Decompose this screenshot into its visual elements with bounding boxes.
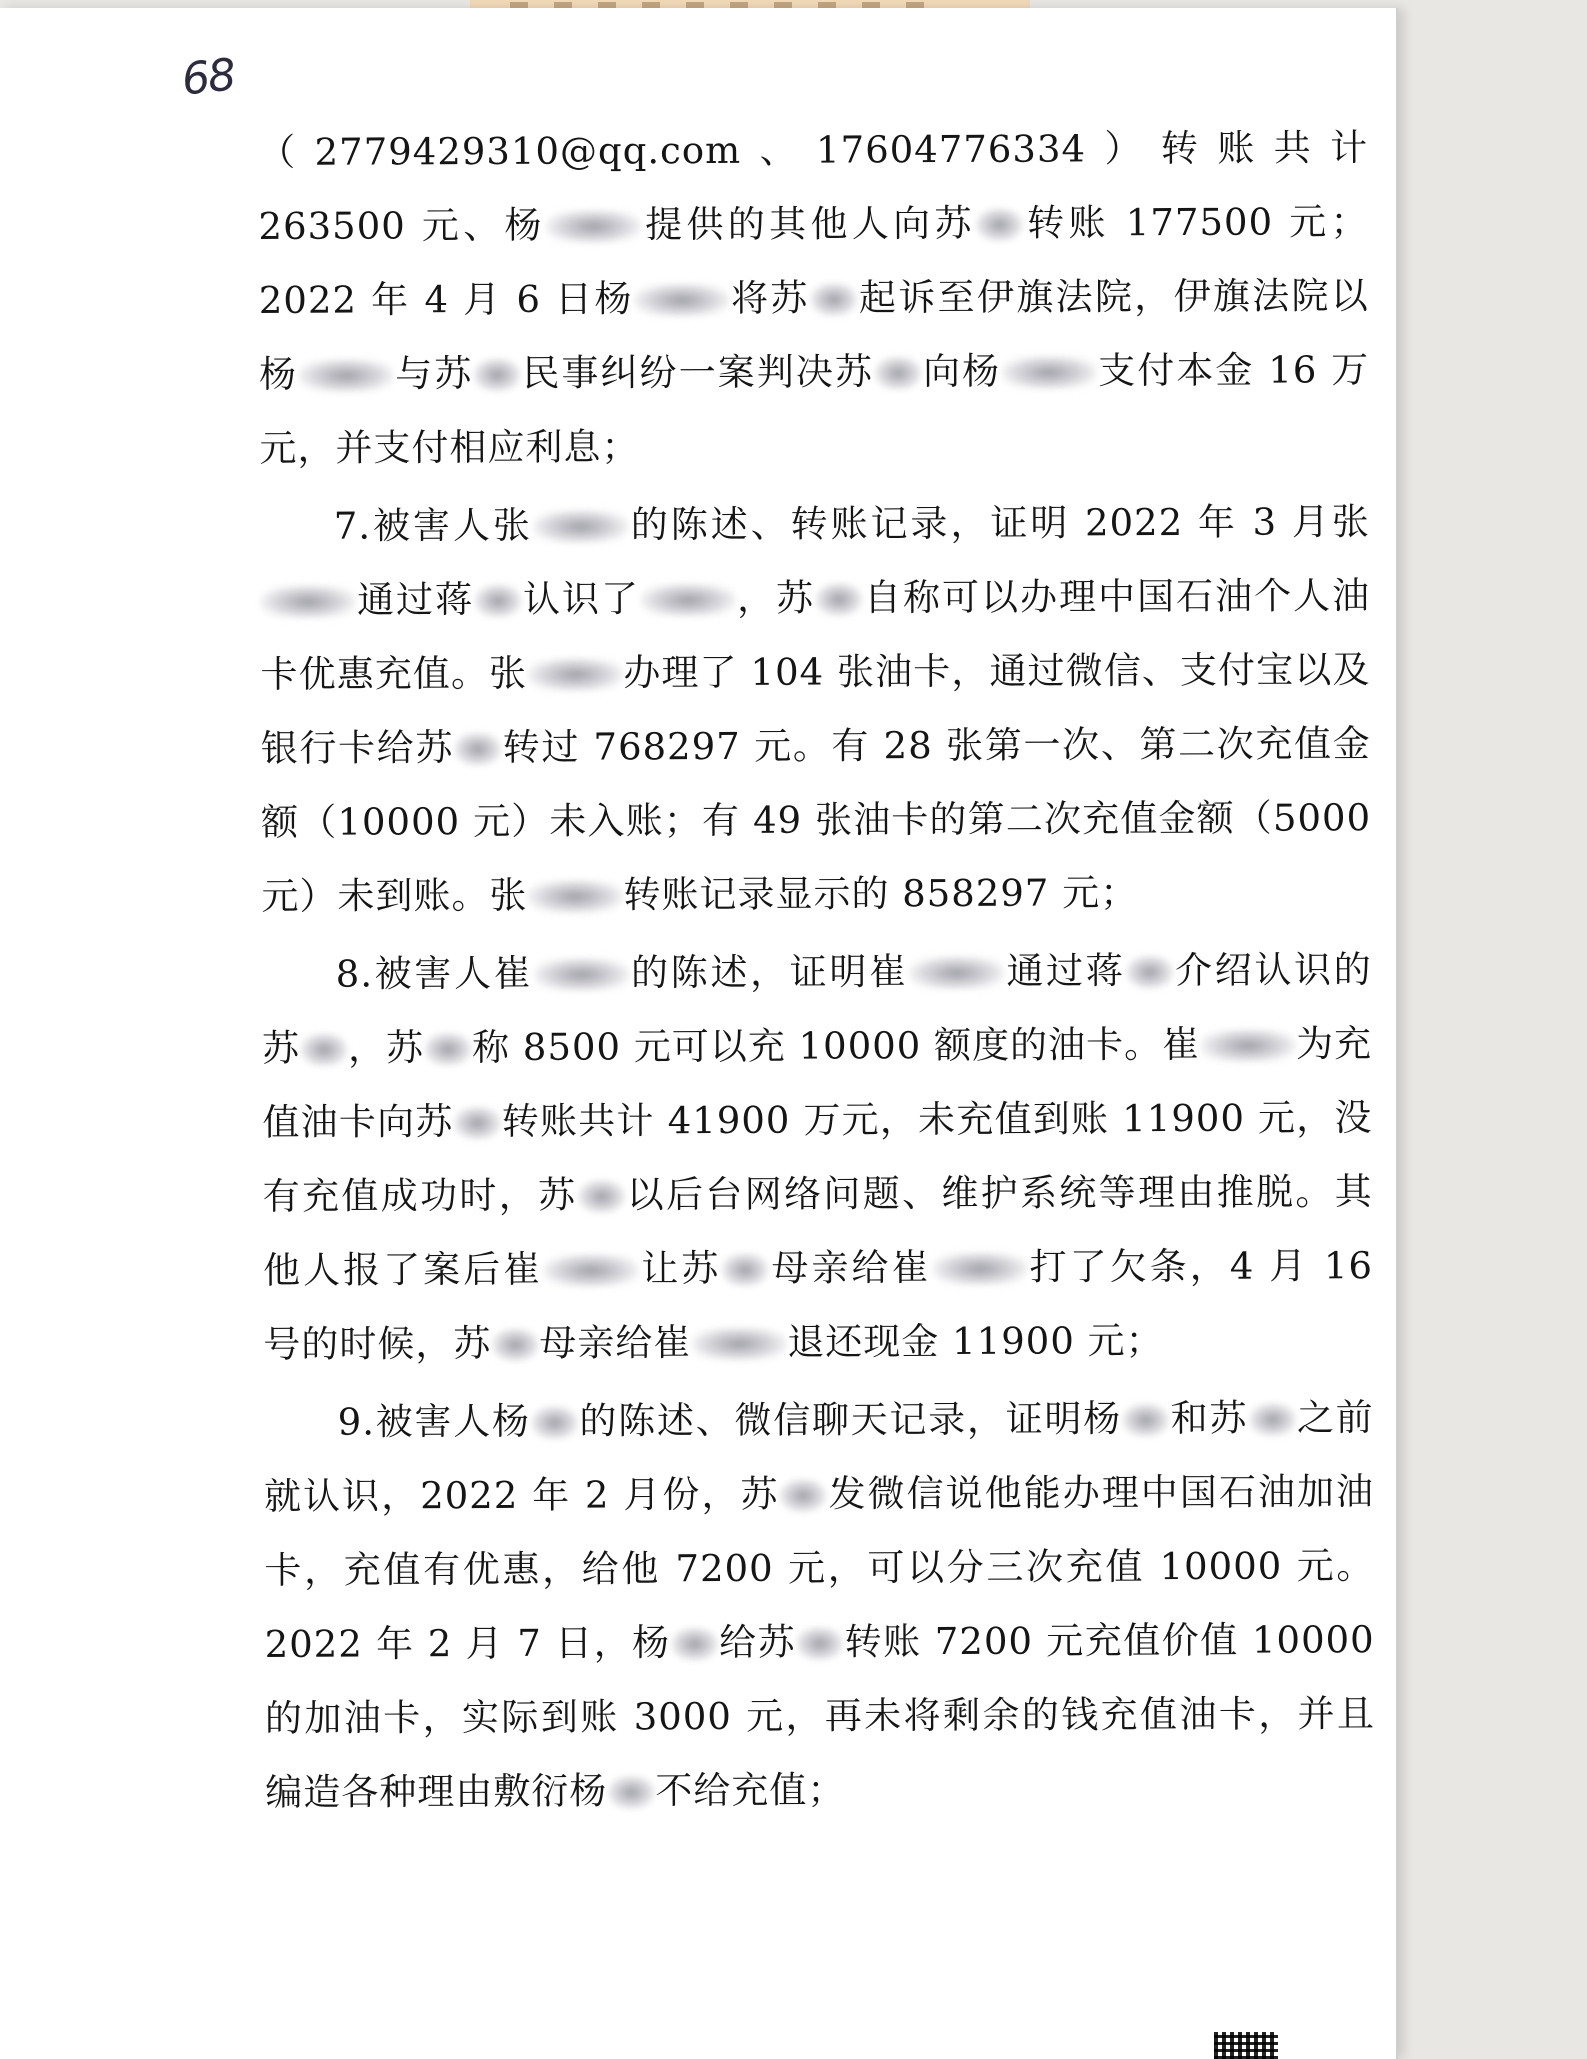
paragraph [264, 1381, 1376, 1830]
text-segment: 退还现金 11900 元； [787, 1319, 1164, 1364]
redaction-blur [577, 1179, 625, 1213]
redaction-blur [453, 1106, 501, 1140]
redaction-blur [721, 1253, 769, 1287]
text-segment: 发微信说他能办理中国石油加油卡，充值有优惠，给他 7200 元，可以分三次充值 10000 元。2022 年 2 月 7 日，杨 [264, 1470, 1375, 1666]
text-segment: 通过蒋 [356, 578, 475, 622]
qr-code-icon [1214, 2032, 1278, 2059]
text-segment: 转过 768297 元。有 28 张第一次、第二次充值金额（10000 元）未入账；有 49 张油卡的第二次充值金额（5000 元）未到账。张 [260, 722, 1372, 918]
redaction-blur [260, 585, 356, 619]
text-segment: 向杨 [921, 349, 1002, 394]
paragraph [262, 933, 1374, 1382]
redaction-blur [1001, 355, 1097, 389]
redaction-blur [640, 583, 736, 617]
paragraph [258, 111, 1370, 486]
text-segment: 7.被害人张 [333, 503, 533, 548]
redaction-blur [531, 1406, 579, 1440]
text-segment: 起诉至伊旗法院，伊旗法院以杨 [259, 274, 1369, 396]
text-segment: 9.被害人杨 [337, 1399, 531, 1444]
redaction-blur [543, 1253, 639, 1287]
text-segment: 介绍认识的苏 [261, 948, 1372, 1070]
redaction-blur [796, 1626, 844, 1660]
redaction-blur [1248, 1402, 1296, 1436]
document-body [258, 111, 1375, 1830]
text-segment: 的陈述、转账记录，证明 2022 年 3 月张 [628, 500, 1370, 547]
redaction-blur [779, 1479, 827, 1513]
text-segment: 转账 177500 元；2022 年 4 月 6 日杨 [258, 200, 1369, 322]
redaction-blur [454, 732, 502, 766]
handwritten-page-number: 68 [179, 49, 237, 106]
text-segment: 办理了 104 张油卡，通过微信、支付宝以及银行卡给苏 [260, 648, 1371, 770]
text-segment: 以后台网络问题、维护系统等理由推脱。其他人报了案后崔 [262, 1170, 1373, 1292]
text-segment: 支付本金 16 万元，并支付相应利息； [259, 348, 1370, 470]
redaction-blur [976, 208, 1024, 242]
redaction-blur [815, 582, 863, 616]
text-segment: 自称可以办理中国石油个人油卡优惠充值。张 [260, 574, 1371, 696]
text-segment: 和苏 [1169, 1396, 1249, 1441]
text-segment: 提供的其他人向苏 [641, 201, 976, 247]
redaction-blur [1122, 1403, 1170, 1437]
redaction-blur [607, 1775, 655, 1809]
redaction-blur [474, 584, 522, 618]
redaction-blur [1125, 955, 1173, 989]
text-segment: 的陈述，证明崔 [629, 950, 909, 995]
redaction-blur [691, 1327, 787, 1361]
redaction-blur [527, 879, 623, 913]
text-segment: 的陈述、微信聊天记录，证明杨 [578, 1397, 1123, 1443]
redaction-blur [671, 1627, 719, 1661]
text-segment: 转账 7200 元充值价值 10000 的加油卡，实际到账 3000 元，再未将剩余的钱充值油卡，并且编造各种理由敷衍杨 [264, 1618, 1376, 1814]
text-segment: 打了欠条，4 月 16 号的时候，苏 [263, 1244, 1374, 1366]
text-segment: 转账记录显示的 858297 元； [623, 871, 1139, 917]
text-segment: 与苏 [394, 352, 474, 396]
text-segment: 给苏 [718, 1620, 797, 1665]
text-segment: 民事纠纷一案判决苏 [521, 350, 875, 395]
text-segment: 8.被害人崔 [335, 951, 534, 996]
redaction-blur [298, 358, 394, 392]
redaction-blur [810, 282, 858, 316]
redaction-blur [634, 283, 730, 317]
redaction-blur [491, 1328, 539, 1362]
text-segment: （2779429310@qq.com、17604776334）转账共计 263500 元、杨 [258, 126, 1369, 248]
text-segment: ，苏 [347, 1026, 425, 1070]
redaction-blur [546, 209, 642, 243]
text-segment: ，苏 [736, 576, 816, 620]
text-segment: 称 8500 元可以充 10000 额度的油卡。崔 [472, 1022, 1201, 1070]
text-segment: 通过蒋 [1004, 949, 1126, 993]
text-segment: 让苏 [639, 1246, 722, 1291]
document-page [0, 8, 1398, 2059]
text-segment: 母亲给崔 [539, 1321, 692, 1365]
text-segment: 不给充值； [655, 1768, 846, 1813]
paragraph [260, 485, 1372, 934]
redaction-blur [300, 1033, 348, 1067]
redaction-blur [424, 1032, 472, 1066]
text-segment: 认识了 [522, 577, 641, 621]
text-segment: 将苏 [729, 276, 810, 320]
redaction-blur [473, 358, 521, 392]
text-segment: 之前就认识，2022 年 2 月份，苏 [263, 1396, 1374, 1518]
redaction-blur [874, 356, 922, 390]
text-segment: 为充值油卡向苏 [262, 1022, 1373, 1144]
redaction-blur [533, 509, 629, 543]
redaction-blur [909, 956, 1005, 990]
redaction-blur [932, 1252, 1028, 1286]
redaction-blur [527, 657, 623, 691]
text-segment: 母亲给崔 [769, 1246, 932, 1290]
text-segment: 转账共计 41900 万元，未充值到账 11900 元，没有充值成功时，苏 [262, 1096, 1373, 1218]
redaction-blur [533, 957, 629, 991]
redaction-blur [1200, 1028, 1296, 1062]
